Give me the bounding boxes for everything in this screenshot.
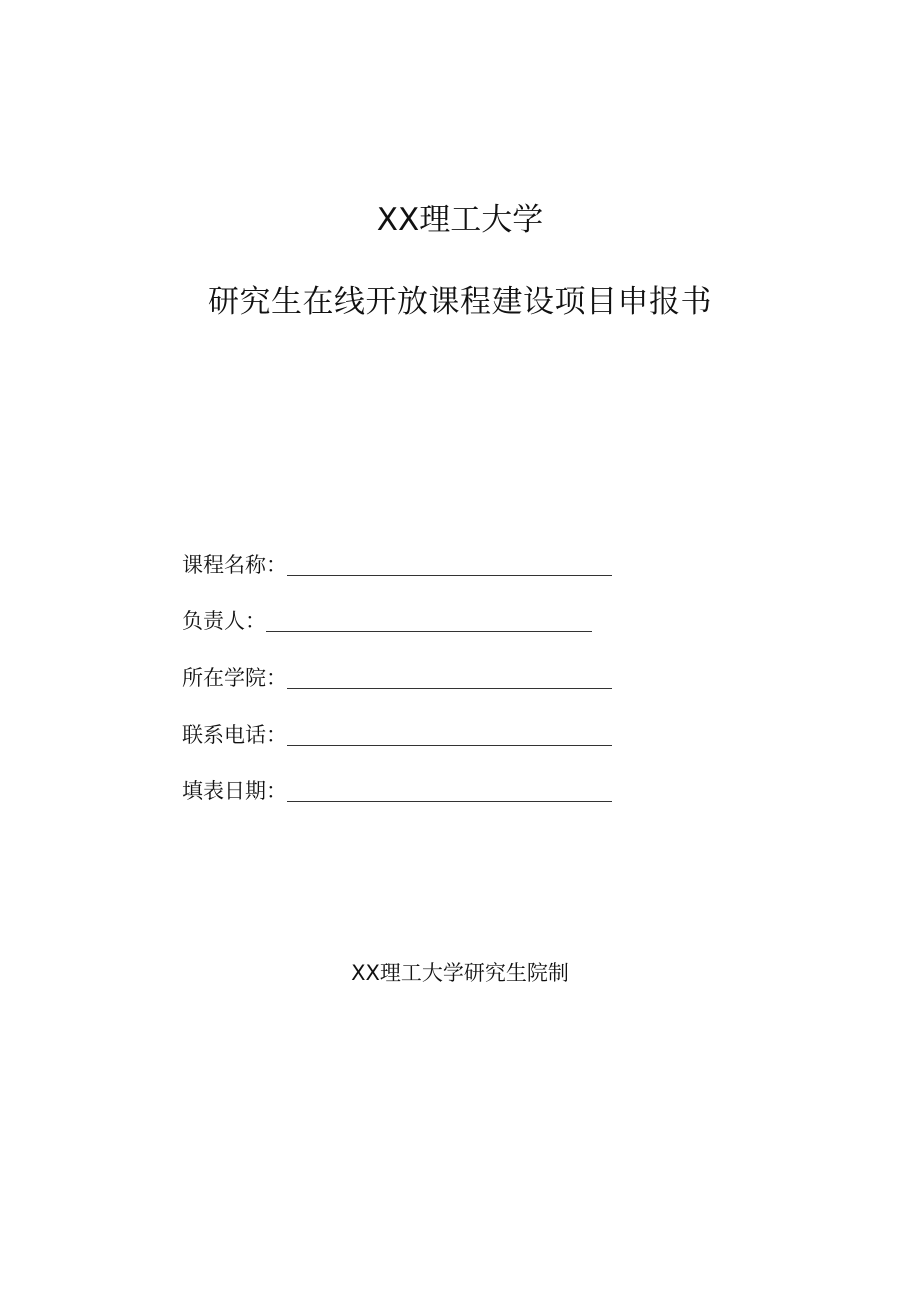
field-blank-fill-date[interactable]: [287, 779, 612, 802]
issuer-footer: XX理工大学研究生院制: [351, 961, 569, 985]
field-label-course-name: 课程名称：: [182, 553, 287, 577]
field-fill-date: [182, 774, 612, 804]
field-person-in-charge: [182, 604, 592, 634]
field-phone: [182, 718, 612, 748]
university-title: XX理工大学: [376, 202, 544, 238]
document-title: 研究生在线开放课程建设项目申报书: [208, 284, 712, 320]
field-college: [182, 661, 612, 691]
field-blank-phone[interactable]: [287, 723, 612, 746]
field-label-person-in-charge: 负责人：: [182, 609, 266, 633]
field-course-name: [182, 548, 612, 578]
field-blank-college[interactable]: [287, 666, 612, 689]
field-blank-person-in-charge[interactable]: [266, 609, 592, 632]
field-label-phone: 联系电话：: [182, 723, 287, 747]
field-label-fill-date: 填表日期：: [182, 779, 287, 803]
field-label-college: 所在学院：: [182, 666, 287, 690]
field-blank-course-name[interactable]: [287, 553, 612, 576]
